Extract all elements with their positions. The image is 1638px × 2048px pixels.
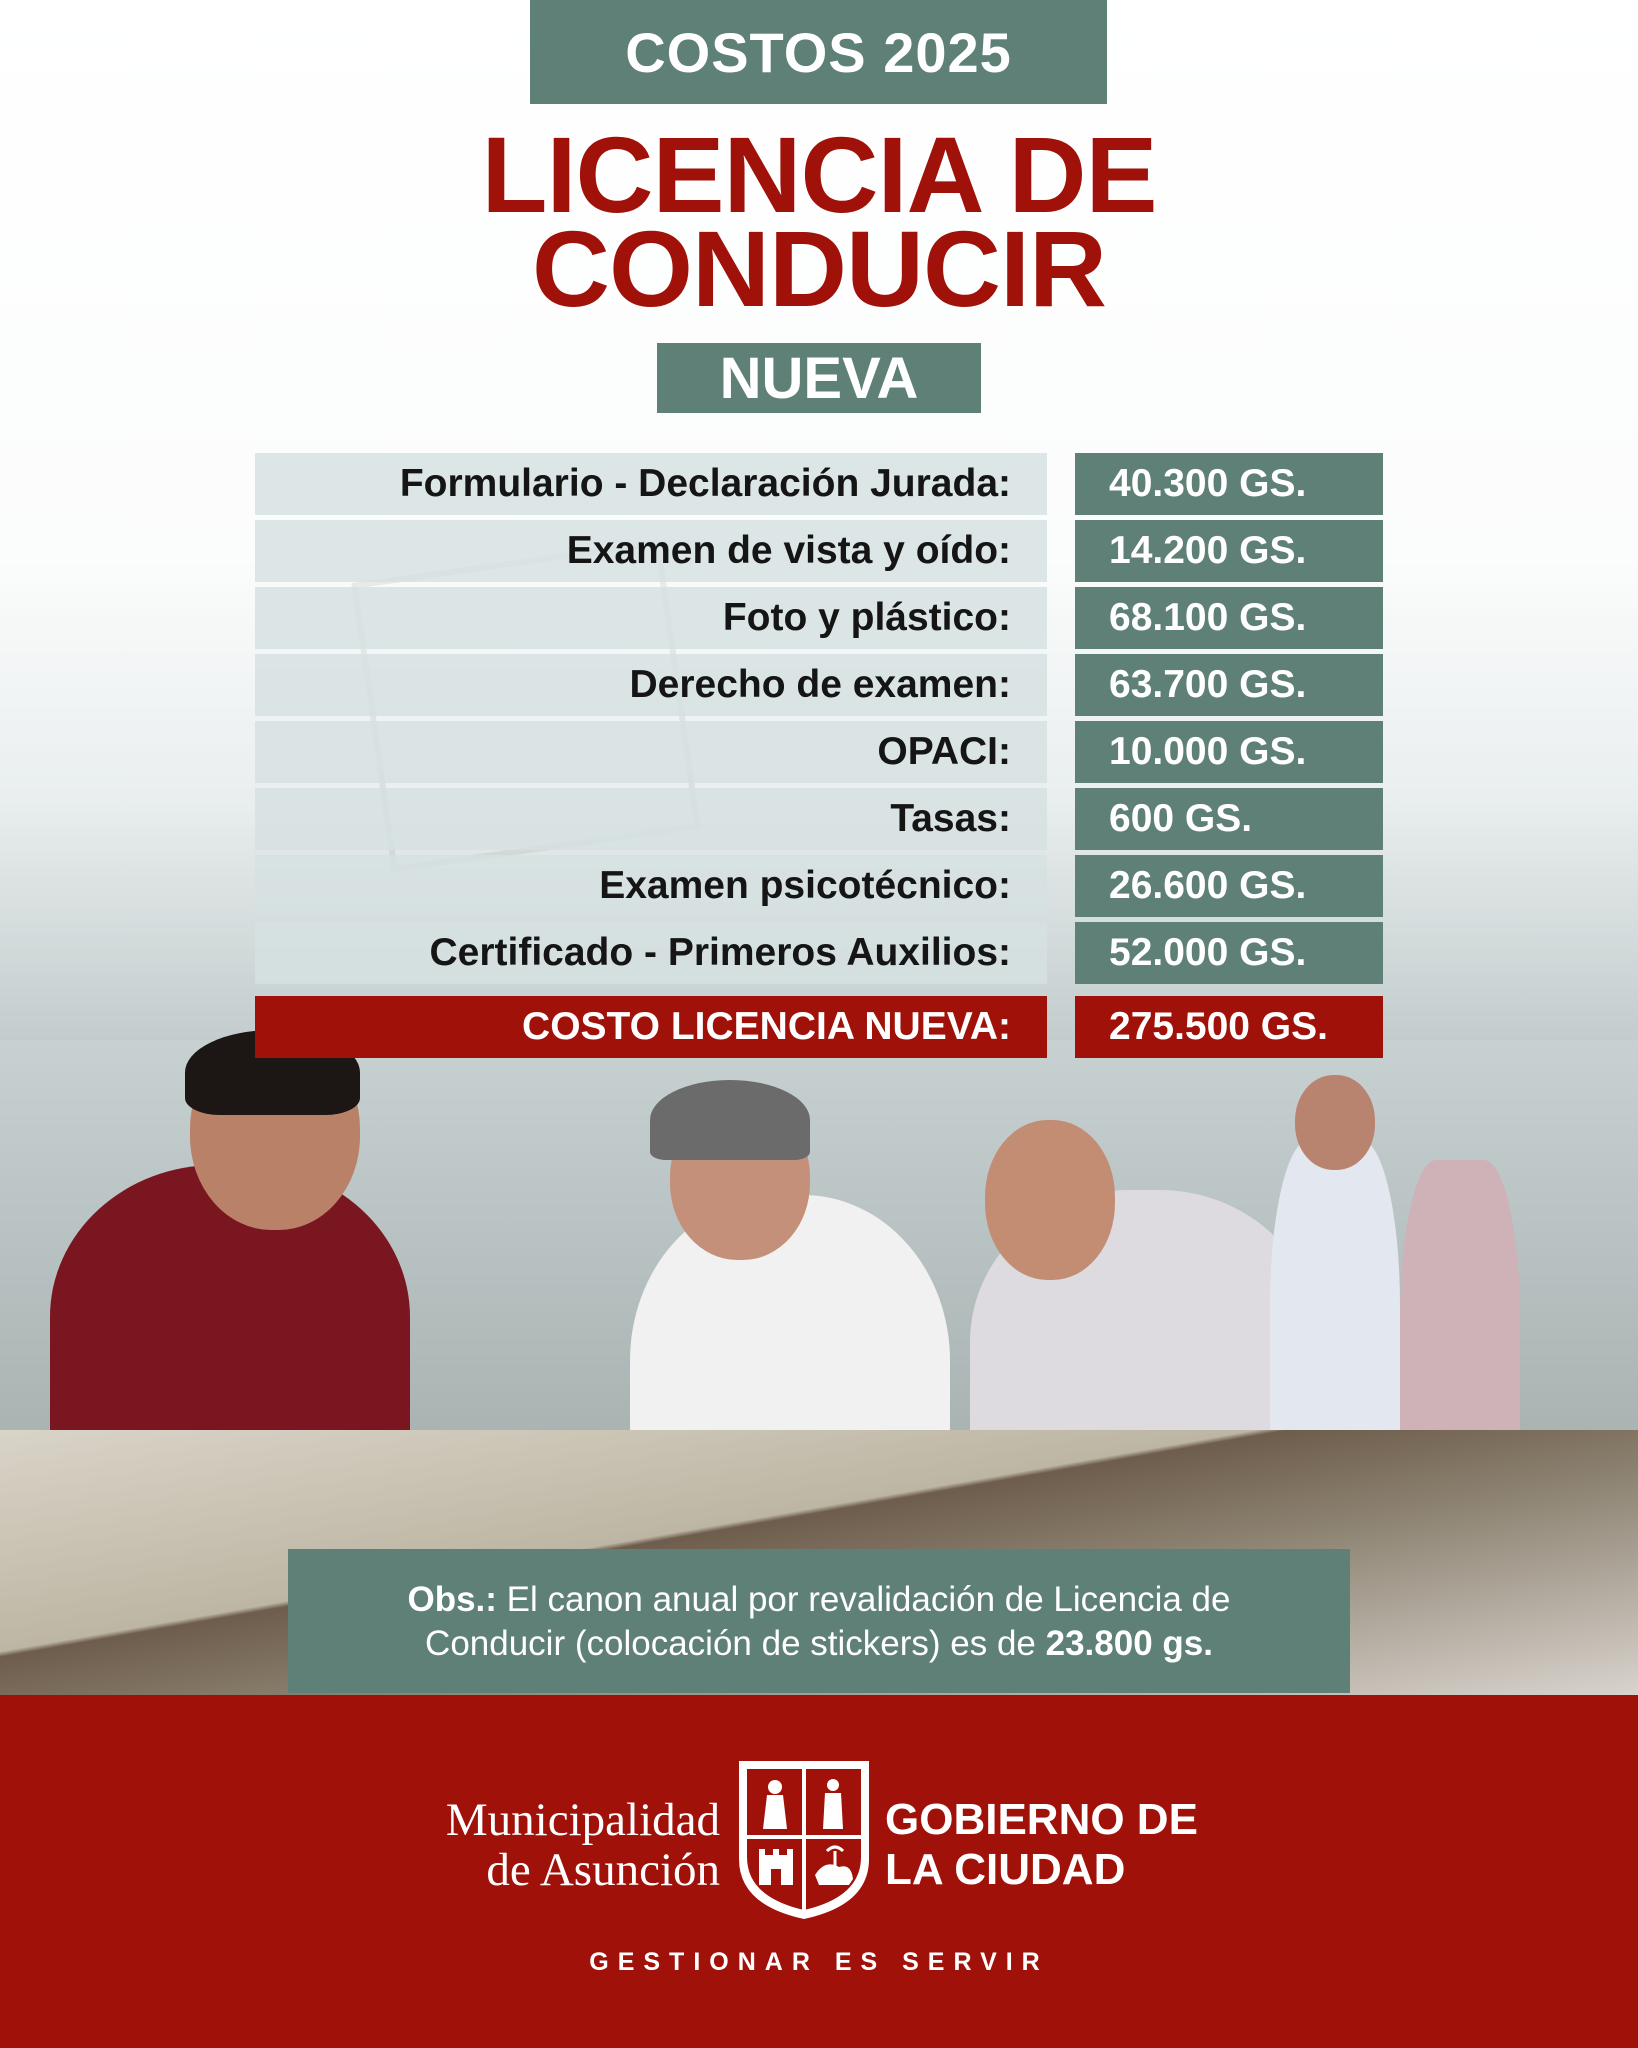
- footer-bar: [0, 1695, 1638, 2048]
- government-line-2: LA CIUDAD: [885, 1845, 1126, 1894]
- note-text-line-2: Conducir (colocación de stickers) es de: [425, 1624, 1046, 1663]
- municipality-line-1: Municipalidad: [445, 1794, 720, 1846]
- total-amount: 275.500 GS.: [1075, 996, 1383, 1058]
- observation-note: [288, 1549, 1350, 1693]
- total-row: [255, 996, 1383, 1058]
- fee-label: Tasas:: [255, 788, 1047, 850]
- fee-row: [255, 855, 1383, 917]
- fee-row: [255, 788, 1383, 850]
- fee-row: [255, 654, 1383, 716]
- fee-row: [255, 922, 1383, 984]
- fee-amount: 63.700 GS.: [1075, 654, 1383, 716]
- government-name: [885, 1795, 1198, 1895]
- municipality-name: [420, 1795, 720, 1895]
- coat-of-arms-icon: [731, 1755, 877, 1923]
- fee-amount: 52.000 GS.: [1075, 922, 1383, 984]
- fee-amount: 14.200 GS.: [1075, 520, 1383, 582]
- fee-amount: 40.300 GS.: [1075, 453, 1383, 515]
- fee-amount: 600 GS.: [1075, 788, 1383, 850]
- title-line-1: LICENCIA DE: [481, 114, 1157, 235]
- slogan: GESTIONAR ES SERVIR: [589, 1948, 1049, 1976]
- total-label: COSTO LICENCIA NUEVA:: [255, 996, 1047, 1058]
- fee-label: Formulario - Declaración Jurada:: [255, 453, 1047, 515]
- person-blue-shirt-head: [1295, 1075, 1375, 1170]
- fee-label: Examen psicotécnico:: [255, 855, 1047, 917]
- year-badge: COSTOS 2025: [530, 0, 1107, 104]
- fee-label: Examen de vista y oído:: [255, 520, 1047, 582]
- note-prefix: Obs.:: [407, 1580, 497, 1619]
- subtitle-badge: NUEVA: [657, 343, 981, 413]
- note-text-line-1: El canon anual por revalidación de Licencia de: [496, 1580, 1231, 1619]
- fee-amount: 26.600 GS.: [1075, 855, 1383, 917]
- fee-label: Foto y plástico:: [255, 587, 1047, 649]
- fee-label: Derecho de examen:: [255, 654, 1047, 716]
- fee-row: [255, 587, 1383, 649]
- fee-label: Certificado - Primeros Auxilios:: [255, 922, 1047, 984]
- person-cap: [650, 1080, 810, 1160]
- fee-row: [255, 453, 1383, 515]
- municipality-line-2: de Asunción: [486, 1844, 720, 1896]
- title-line-2: CONDUCIR: [532, 208, 1106, 329]
- fee-amount: 68.100 GS.: [1075, 587, 1383, 649]
- page-title: [0, 114, 1638, 329]
- note-amount: 23.800 gs.: [1045, 1624, 1213, 1663]
- fee-amount: 10.000 GS.: [1075, 721, 1383, 783]
- fee-row: [255, 520, 1383, 582]
- fee-row: [255, 721, 1383, 783]
- fee-label: OPACI:: [255, 721, 1047, 783]
- person-gray-shirt-head: [985, 1120, 1115, 1280]
- government-line-1: GOBIERNO DE: [885, 1795, 1198, 1844]
